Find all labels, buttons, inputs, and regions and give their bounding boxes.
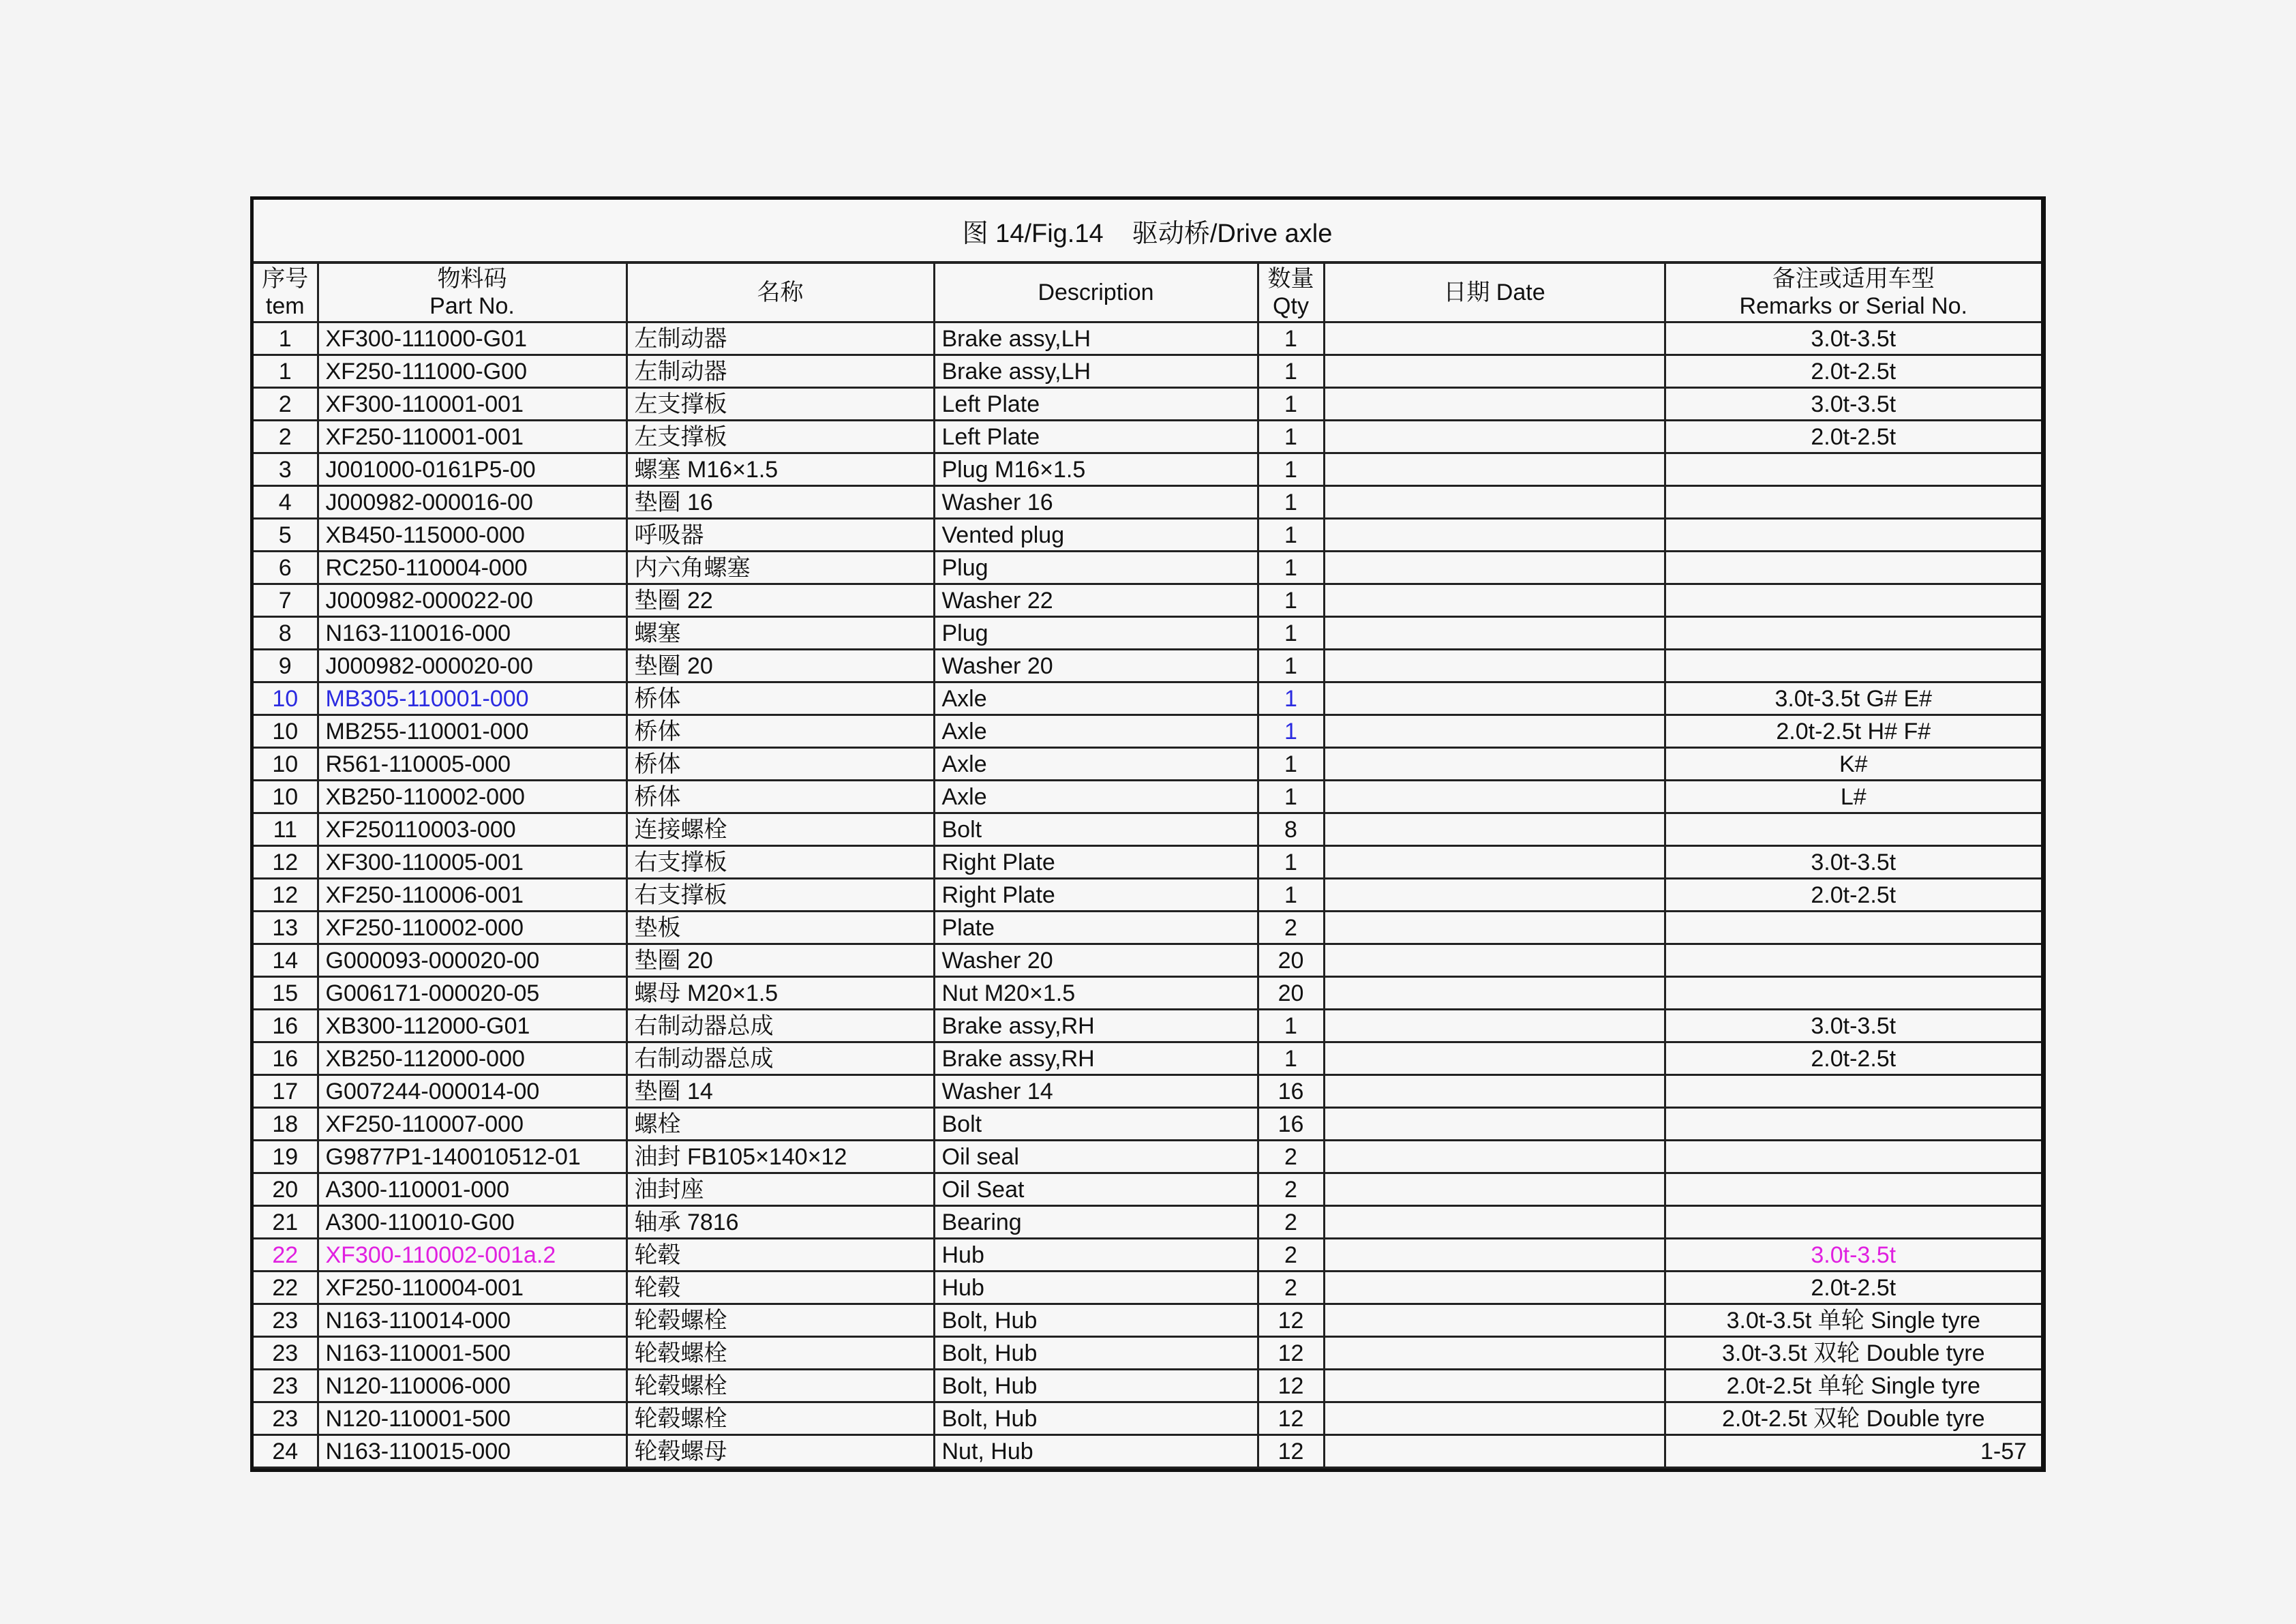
cell-item: 2 [254, 421, 318, 453]
cell-desc: Plug [934, 617, 1258, 650]
table-row [254, 813, 2041, 846]
cell-qty: 1 [1258, 519, 1324, 552]
cell-date [1324, 453, 1665, 486]
table-row [254, 1173, 2041, 1206]
cell-part: J000982-000022-00 [318, 584, 626, 617]
cell-part: N120-110006-000 [318, 1370, 626, 1402]
cell-name: 垫板 [626, 912, 934, 944]
cell-remarks: 3.0t-3.5t [1665, 388, 2041, 421]
cell-desc: Vented plug [934, 519, 1258, 552]
cell-name: 左制动器 [626, 355, 934, 388]
cell-qty: 2 [1258, 1239, 1324, 1272]
cell-qty: 12 [1258, 1370, 1324, 1402]
cell-qty: 1 [1258, 584, 1324, 617]
cell-date [1324, 421, 1665, 453]
cell-date [1324, 715, 1665, 748]
cell-item: 15 [254, 977, 318, 1010]
cell-part: A300-110010-G00 [318, 1206, 626, 1239]
cell-remarks: 2.0t-2.5t [1665, 421, 2041, 453]
cell-name: 轮毂螺栓 [626, 1402, 934, 1435]
cell-date [1324, 1304, 1665, 1337]
cell-item: 7 [254, 584, 318, 617]
table-row [254, 552, 2041, 584]
table-row [254, 682, 2041, 715]
parts-table [254, 264, 2041, 1469]
cell-desc: Washer 14 [934, 1075, 1258, 1108]
cell-item: 17 [254, 1075, 318, 1108]
cell-date [1324, 748, 1665, 781]
cell-remarks: 3.0t-3.5t G# E# [1665, 682, 2041, 715]
cell-remarks [1665, 1141, 2041, 1173]
cell-qty: 12 [1258, 1337, 1324, 1370]
table-row [254, 1108, 2041, 1141]
cell-desc: Oil Seat [934, 1173, 1258, 1206]
table-row [254, 453, 2041, 486]
cell-name: 左支撑板 [626, 388, 934, 421]
cell-item: 14 [254, 944, 318, 977]
cell-desc: Nut M20×1.5 [934, 977, 1258, 1010]
figure-title: 图 14/Fig.14 驱动桥/Drive axle [254, 200, 2041, 264]
cell-date [1324, 781, 1665, 813]
cell-date [1324, 388, 1665, 421]
header-remarks-en: Remarks or Serial No. [1739, 293, 1967, 319]
cell-item: 12 [254, 879, 318, 912]
cell-part: XF250110003-000 [318, 813, 626, 846]
cell-part: R561-110005-000 [318, 748, 626, 781]
cell-desc: Bolt [934, 813, 1258, 846]
cell-name: 轮毂 [626, 1272, 934, 1304]
cell-name: 垫圈 20 [626, 650, 934, 682]
table-row [254, 1272, 2041, 1304]
cell-remarks [1665, 650, 2041, 682]
cell-name: 垫圈 14 [626, 1075, 934, 1108]
cell-part: XF300-111000-G01 [318, 322, 626, 355]
cell-remarks: 3.0t-3.5t 双轮 Double tyre [1665, 1337, 2041, 1370]
table-row [254, 846, 2041, 879]
cell-part: XF250-111000-G00 [318, 355, 626, 388]
cell-date [1324, 650, 1665, 682]
cell-part: G007244-000014-00 [318, 1075, 626, 1108]
table-row [254, 1337, 2041, 1370]
table-row [254, 1304, 2041, 1337]
cell-desc: Brake assy,RH [934, 1042, 1258, 1075]
header-remarks-cn: 备注或适用车型 [1772, 266, 1935, 292]
cell-desc: Bolt, Hub [934, 1304, 1258, 1337]
cell-remarks [1665, 1075, 2041, 1108]
cell-qty: 1 [1258, 682, 1324, 715]
cell-desc: Axle [934, 715, 1258, 748]
cell-date [1324, 617, 1665, 650]
cell-part: XF300-110001-001 [318, 388, 626, 421]
cell-desc: Bolt [934, 1108, 1258, 1141]
cell-qty: 1 [1258, 715, 1324, 748]
cell-desc: Oil seal [934, 1141, 1258, 1173]
cell-item: 24 [254, 1435, 318, 1468]
cell-qty: 8 [1258, 813, 1324, 846]
header-qty-en: Qty [1273, 293, 1309, 319]
cell-part: N163-110014-000 [318, 1304, 626, 1337]
cell-date [1324, 944, 1665, 977]
cell-date [1324, 584, 1665, 617]
cell-desc: Plug M16×1.5 [934, 453, 1258, 486]
cell-name: 轮毂 [626, 1239, 934, 1272]
cell-name: 右制动器总成 [626, 1010, 934, 1042]
cell-part: XB250-112000-000 [318, 1042, 626, 1075]
cell-desc: Right Plate [934, 879, 1258, 912]
header-description: Description [934, 264, 1258, 322]
cell-name: 连接螺栓 [626, 813, 934, 846]
cell-desc: Hub [934, 1272, 1258, 1304]
cell-remarks: 2.0t-2.5t H# F# [1665, 715, 2041, 748]
cell-remarks: 2.0t-2.5t [1665, 355, 2041, 388]
cell-desc: Washer 22 [934, 584, 1258, 617]
table-row [254, 1370, 2041, 1402]
table-row [254, 781, 2041, 813]
table-row [254, 977, 2041, 1010]
cell-name: 垫圈 16 [626, 486, 934, 519]
cell-qty: 1 [1258, 421, 1324, 453]
cell-item: 10 [254, 748, 318, 781]
cell-part: XB250-110002-000 [318, 781, 626, 813]
cell-qty: 2 [1258, 1173, 1324, 1206]
cell-qty: 1 [1258, 846, 1324, 879]
cell-date [1324, 1108, 1665, 1141]
cell-name: 桥体 [626, 748, 934, 781]
cell-date [1324, 1239, 1665, 1272]
cell-date [1324, 1075, 1665, 1108]
cell-desc: Axle [934, 748, 1258, 781]
header-name: 名称 [626, 264, 934, 322]
cell-date [1324, 1010, 1665, 1042]
cell-remarks [1665, 912, 2041, 944]
header-qty-cn: 数量 [1267, 266, 1314, 292]
parts-list-sheet [250, 196, 2046, 1472]
cell-item: 11 [254, 813, 318, 846]
cell-name: 内六角螺塞 [626, 552, 934, 584]
cell-remarks [1665, 813, 2041, 846]
cell-item: 5 [254, 519, 318, 552]
cell-date [1324, 1272, 1665, 1304]
cell-name: 螺塞 [626, 617, 934, 650]
cell-desc: Left Plate [934, 388, 1258, 421]
header-date: 日期 Date [1324, 264, 1665, 322]
cell-qty: 2 [1258, 1206, 1324, 1239]
cell-qty: 1 [1258, 552, 1324, 584]
cell-remarks: L# [1665, 781, 2041, 813]
cell-date [1324, 1370, 1665, 1402]
cell-item: 4 [254, 486, 318, 519]
cell-item: 13 [254, 912, 318, 944]
cell-item: 23 [254, 1304, 318, 1337]
cell-part: XB450-115000-000 [318, 519, 626, 552]
cell-date [1324, 846, 1665, 879]
table-row [254, 1010, 2041, 1042]
cell-remarks: 2.0t-2.5t 单轮 Single tyre [1665, 1370, 2041, 1402]
cell-qty: 20 [1258, 944, 1324, 977]
cell-remarks: 2.0t-2.5t [1665, 1042, 2041, 1075]
cell-name: 螺母 M20×1.5 [626, 977, 934, 1010]
table-row [254, 1239, 2041, 1272]
cell-name: 轮毂螺栓 [626, 1304, 934, 1337]
cell-qty: 12 [1258, 1402, 1324, 1435]
cell-qty: 1 [1258, 650, 1324, 682]
cell-part: N163-110016-000 [318, 617, 626, 650]
table-row [254, 388, 2041, 421]
cell-item: 23 [254, 1402, 318, 1435]
cell-item: 1 [254, 355, 318, 388]
cell-name: 右支撑板 [626, 846, 934, 879]
table-row [254, 748, 2041, 781]
cell-name: 轴承 7816 [626, 1206, 934, 1239]
cell-remarks: 2.0t-2.5t 双轮 Double tyre [1665, 1402, 2041, 1435]
header-part-cn: 物料码 [437, 266, 507, 292]
cell-part: G9877P1-140010512-01 [318, 1141, 626, 1173]
cell-part: G000093-000020-00 [318, 944, 626, 977]
cell-qty: 12 [1258, 1435, 1324, 1468]
table-row [254, 519, 2041, 552]
cell-item: 8 [254, 617, 318, 650]
table-row [254, 584, 2041, 617]
cell-item: 16 [254, 1010, 318, 1042]
header-part-en: Part No. [429, 293, 515, 319]
cell-qty: 1 [1258, 322, 1324, 355]
cell-name: 桥体 [626, 715, 934, 748]
cell-part: J001000-0161P5-00 [318, 453, 626, 486]
header-item [254, 264, 318, 322]
cell-name: 轮毂螺栓 [626, 1370, 934, 1402]
cell-remarks: K# [1665, 748, 2041, 781]
cell-item: 3 [254, 453, 318, 486]
cell-name: 垫圈 20 [626, 944, 934, 977]
table-row [254, 944, 2041, 977]
cell-date [1324, 1206, 1665, 1239]
cell-remarks: 2.0t-2.5t [1665, 1272, 2041, 1304]
cell-item: 10 [254, 781, 318, 813]
cell-item: 20 [254, 1173, 318, 1206]
cell-qty: 1 [1258, 617, 1324, 650]
cell-qty: 1 [1258, 879, 1324, 912]
table-row [254, 1402, 2041, 1435]
cell-item: 22 [254, 1239, 318, 1272]
cell-qty: 2 [1258, 912, 1324, 944]
cell-remarks [1665, 944, 2041, 977]
cell-date [1324, 813, 1665, 846]
cell-remarks [1665, 1206, 2041, 1239]
table-row [254, 715, 2041, 748]
cell-part: XB300-112000-G01 [318, 1010, 626, 1042]
table-row [254, 421, 2041, 453]
cell-desc: Brake assy,RH [934, 1010, 1258, 1042]
cell-date [1324, 322, 1665, 355]
cell-part: RC250-110004-000 [318, 552, 626, 584]
cell-item: 18 [254, 1108, 318, 1141]
cell-part: XF250-110001-001 [318, 421, 626, 453]
cell-item: 2 [254, 388, 318, 421]
cell-qty: 1 [1258, 1042, 1324, 1075]
cell-remarks: 3.0t-3.5t 单轮 Single tyre [1665, 1304, 2041, 1337]
cell-name: 右制动器总成 [626, 1042, 934, 1075]
cell-remarks [1665, 617, 2041, 650]
cell-desc: Washer 16 [934, 486, 1258, 519]
cell-name: 桥体 [626, 781, 934, 813]
cell-desc: Right Plate [934, 846, 1258, 879]
cell-qty: 2 [1258, 1141, 1324, 1173]
table-row [254, 355, 2041, 388]
table-row [254, 322, 2041, 355]
header-qty [1258, 264, 1324, 322]
cell-desc: Axle [934, 781, 1258, 813]
cell-name: 螺塞 M16×1.5 [626, 453, 934, 486]
table-header-row [254, 264, 2041, 322]
cell-item: 1 [254, 322, 318, 355]
cell-remarks: 3.0t-3.5t [1665, 322, 2041, 355]
table-row [254, 1075, 2041, 1108]
cell-desc: Brake assy,LH [934, 355, 1258, 388]
header-remarks [1665, 264, 2041, 322]
table-row [254, 1206, 2041, 1239]
cell-desc: Bolt, Hub [934, 1337, 1258, 1370]
cell-item: 9 [254, 650, 318, 682]
header-part-no [318, 264, 626, 322]
cell-part: N163-110001-500 [318, 1337, 626, 1370]
cell-qty: 1 [1258, 748, 1324, 781]
cell-part: J000982-000020-00 [318, 650, 626, 682]
cell-item: 12 [254, 846, 318, 879]
cell-part: MB255-110001-000 [318, 715, 626, 748]
cell-date [1324, 519, 1665, 552]
cell-part: XF250-110002-000 [318, 912, 626, 944]
cell-qty: 1 [1258, 486, 1324, 519]
header-item-cn: 序号 [262, 266, 309, 292]
cell-remarks: 3.0t-3.5t [1665, 1010, 2041, 1042]
cell-part: XF300-110002-001a.2 [318, 1239, 626, 1272]
table-row [254, 650, 2041, 682]
cell-qty: 1 [1258, 781, 1324, 813]
cell-qty: 2 [1258, 1272, 1324, 1304]
table-row [254, 1435, 2041, 1468]
cell-qty: 1 [1258, 388, 1324, 421]
cell-name: 右支撑板 [626, 879, 934, 912]
cell-qty: 1 [1258, 453, 1324, 486]
table-row [254, 486, 2041, 519]
cell-desc: Plug [934, 552, 1258, 584]
cell-remarks [1665, 486, 2041, 519]
cell-qty: 1 [1258, 355, 1324, 388]
cell-remarks [1665, 584, 2041, 617]
cell-desc: Bearing [934, 1206, 1258, 1239]
table-row [254, 1141, 2041, 1173]
cell-date [1324, 977, 1665, 1010]
cell-name: 垫圈 22 [626, 584, 934, 617]
cell-date [1324, 1435, 1665, 1468]
cell-name: 桥体 [626, 682, 934, 715]
cell-remarks [1665, 519, 2041, 552]
cell-part: MB305-110001-000 [318, 682, 626, 715]
cell-desc: Bolt, Hub [934, 1370, 1258, 1402]
cell-qty: 20 [1258, 977, 1324, 1010]
cell-item: 6 [254, 552, 318, 584]
cell-desc: Nut, Hub [934, 1435, 1258, 1468]
cell-name: 油封座 [626, 1173, 934, 1206]
cell-remarks [1665, 552, 2041, 584]
cell-desc: Hub [934, 1239, 1258, 1272]
cell-remarks: 2.0t-2.5t [1665, 879, 2041, 912]
cell-item: 10 [254, 682, 318, 715]
table-row [254, 879, 2041, 912]
cell-desc: Washer 20 [934, 650, 1258, 682]
cell-name: 左制动器 [626, 322, 934, 355]
cell-date [1324, 682, 1665, 715]
cell-item: 23 [254, 1337, 318, 1370]
cell-qty: 16 [1258, 1108, 1324, 1141]
table-row [254, 617, 2041, 650]
cell-item: 23 [254, 1370, 318, 1402]
cell-name: 螺栓 [626, 1108, 934, 1141]
cell-part: XF250-110006-001 [318, 879, 626, 912]
cell-desc: Bolt, Hub [934, 1402, 1258, 1435]
cell-item: 19 [254, 1141, 318, 1173]
cell-remarks [1665, 453, 2041, 486]
cell-date [1324, 1042, 1665, 1075]
cell-item: 10 [254, 715, 318, 748]
cell-qty: 12 [1258, 1304, 1324, 1337]
cell-name: 轮毂螺母 [626, 1435, 934, 1468]
cell-remarks [1665, 977, 2041, 1010]
cell-date [1324, 879, 1665, 912]
cell-part: N163-110015-000 [318, 1435, 626, 1468]
cell-remarks: 3.0t-3.5t [1665, 1239, 2041, 1272]
cell-qty: 1 [1258, 1010, 1324, 1042]
cell-item: 21 [254, 1206, 318, 1239]
cell-name: 轮毂螺栓 [626, 1337, 934, 1370]
cell-date [1324, 912, 1665, 944]
cell-desc: Left Plate [934, 421, 1258, 453]
cell-name: 呼吸器 [626, 519, 934, 552]
cell-remarks [1665, 1173, 2041, 1206]
cell-date [1324, 355, 1665, 388]
cell-desc: Plate [934, 912, 1258, 944]
cell-part: XF250-110007-000 [318, 1108, 626, 1141]
cell-remarks [1665, 1108, 2041, 1141]
cell-name: 左支撑板 [626, 421, 934, 453]
table-row [254, 912, 2041, 944]
cell-name: 油封 FB105×140×12 [626, 1141, 934, 1173]
cell-part: A300-110001-000 [318, 1173, 626, 1206]
cell-item: 16 [254, 1042, 318, 1075]
cell-part: N120-110001-500 [318, 1402, 626, 1435]
page-number: 1-57 [1980, 1439, 2027, 1464]
cell-part: J000982-000016-00 [318, 486, 626, 519]
cell-qty: 16 [1258, 1075, 1324, 1108]
cell-desc: Brake assy,LH [934, 322, 1258, 355]
cell-date [1324, 486, 1665, 519]
cell-part: XF250-110004-001 [318, 1272, 626, 1304]
cell-date [1324, 1173, 1665, 1206]
cell-date [1324, 1402, 1665, 1435]
table-row [254, 1042, 2041, 1075]
cell-remarks: 3.0t-3.5t [1665, 846, 2041, 879]
cell-desc: Axle [934, 682, 1258, 715]
cell-date [1324, 552, 1665, 584]
header-item-en: tem [265, 293, 305, 319]
cell-part: G006171-000020-05 [318, 977, 626, 1010]
cell-desc: Washer 20 [934, 944, 1258, 977]
cell-part: XF300-110005-001 [318, 846, 626, 879]
cell-date [1324, 1337, 1665, 1370]
cell-item: 22 [254, 1272, 318, 1304]
cell-date [1324, 1141, 1665, 1173]
